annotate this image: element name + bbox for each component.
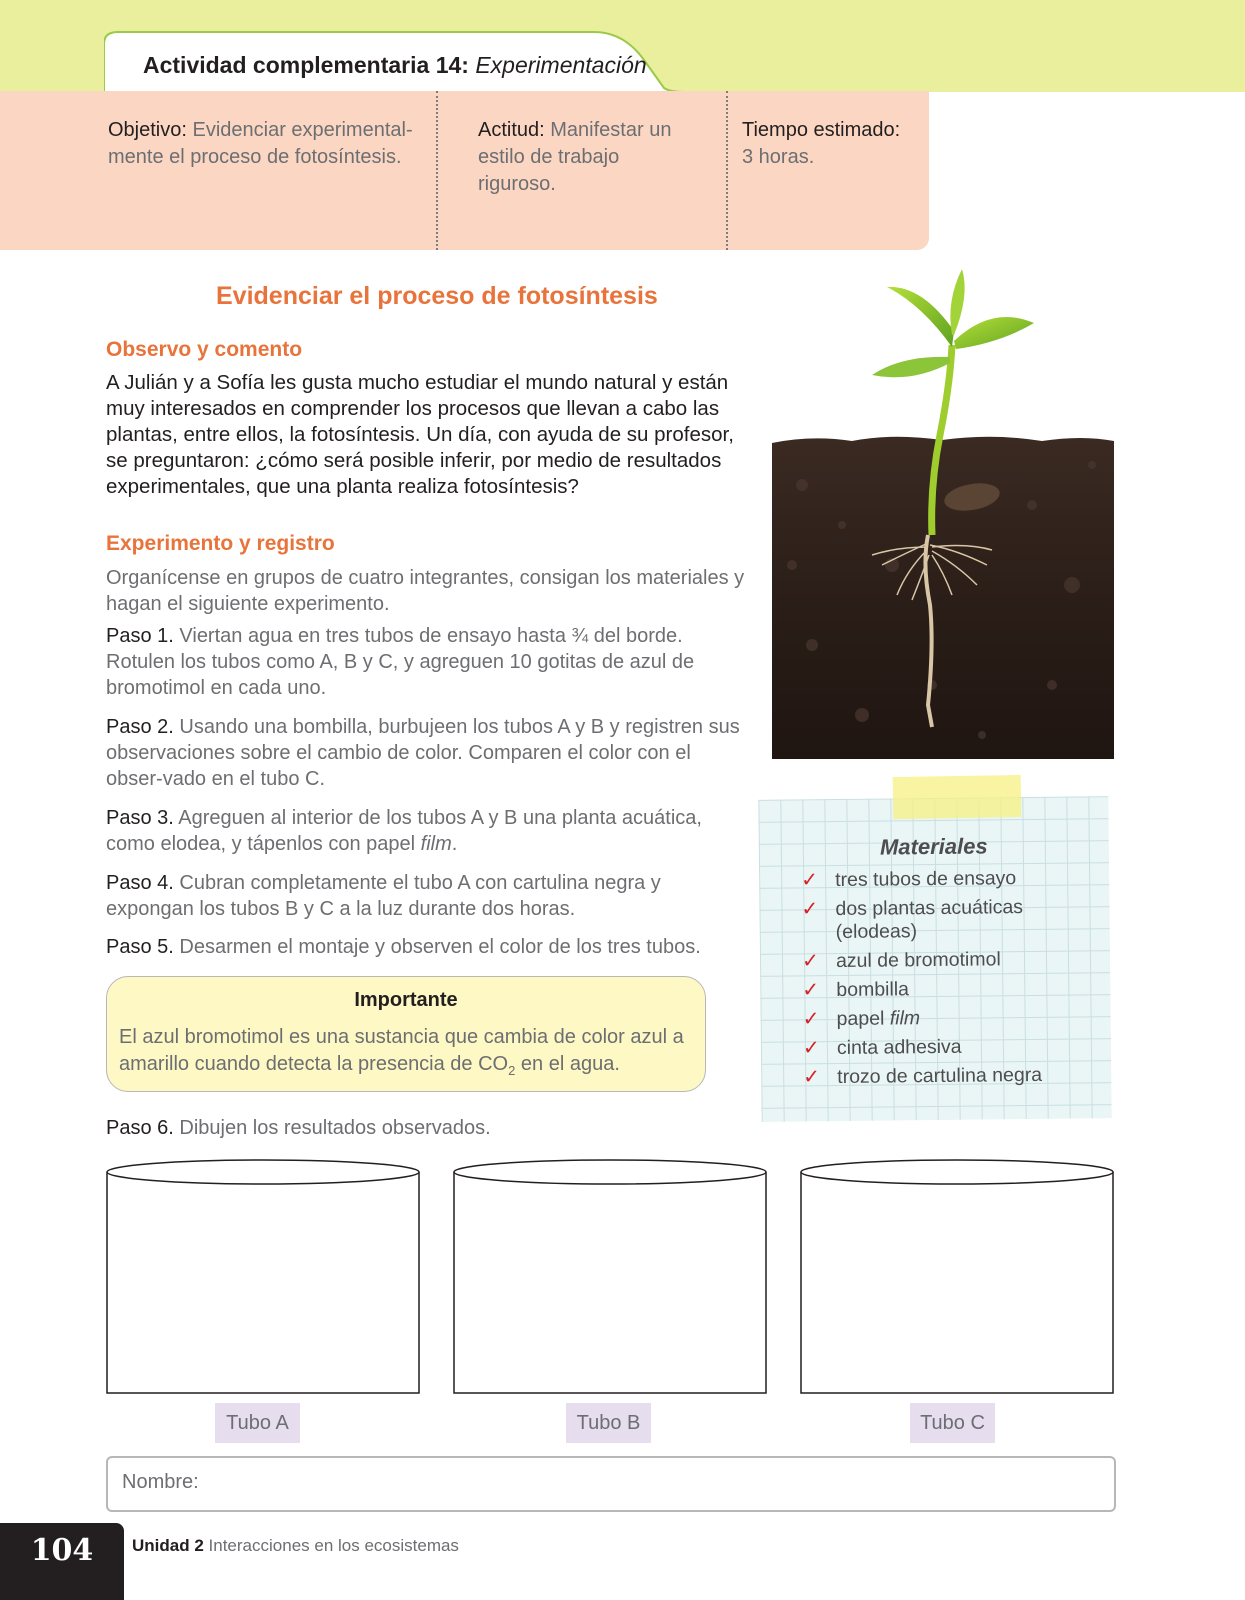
material-item xyxy=(802,947,1102,973)
actitud-text: Manifestar un estilo de trabajo riguroso. xyxy=(478,119,672,195)
importante-text-end: en el agua. xyxy=(515,1053,620,1075)
tube-label-a: Tubo A xyxy=(215,1403,300,1443)
step-text-italic: film xyxy=(420,833,452,855)
step-label: Paso 6. xyxy=(106,1117,174,1139)
material-item xyxy=(803,1005,1103,1031)
observo-text: A Julián y a Sofía les gusta mucho estudiar el mundo natural y están muy interesados en comprender los procesos que llevan a cabo las plantas, entre ellos, la fotosíntesis. Un día, con ayuda de su profesor, se preguntaron: ¿cómo será posible inferir, por medio de resultados experimentales, que una planta realiza fotosíntesis? xyxy=(106,371,734,498)
actitud-block xyxy=(478,117,678,198)
step-label: Paso 2. xyxy=(106,716,174,738)
material-item xyxy=(802,976,1102,1002)
seedling-photo xyxy=(772,265,1114,759)
step-text: Usando una bombilla, burbujeen los tubos A y B y registren sus observaciones sobre el cambio de color. Comparen el color con el obser-vado en el tubo C. xyxy=(106,716,740,790)
material-text: papel xyxy=(836,1007,885,1031)
check-icon: ✓ xyxy=(802,1008,820,1031)
info-box xyxy=(0,91,929,250)
material-text: cinta adhesiva xyxy=(836,1035,962,1060)
objetivo-label: Objetivo: xyxy=(108,119,187,141)
materiales-title: Materiales xyxy=(879,833,988,860)
importante-text xyxy=(119,1024,699,1084)
step-5 xyxy=(106,934,746,960)
check-icon: ✓ xyxy=(803,1066,821,1089)
material-item xyxy=(803,1034,1103,1060)
tube-label-b: Tubo B xyxy=(566,1403,651,1443)
step-text-end: . xyxy=(451,833,458,855)
material-text-italic: film xyxy=(889,1007,921,1030)
material-text: bombilla xyxy=(836,978,910,1002)
step-text: Dibujen los resultados observados. xyxy=(179,1117,491,1139)
step-1 xyxy=(106,623,746,701)
page-number: 104 xyxy=(30,1533,94,1568)
name-label: Nombre: xyxy=(122,1471,199,1493)
experimento-title: Experimento y registro xyxy=(106,532,335,555)
info-divider xyxy=(726,91,728,250)
step-text: Desarmen el montaje y observen el color de los tres tubos. xyxy=(179,936,701,958)
material-text: azul de bromotimol xyxy=(835,948,1001,973)
tape-strip xyxy=(893,775,1022,819)
importante-box xyxy=(106,976,706,1092)
importante-text-main: El azul bromotimol es una sustancia que cambia de color azul a amarillo cuando detecta la presencia de CO xyxy=(119,1026,684,1075)
step-text: Agreguen al interior de los tubos A y B una planta acuática, como elodea, y tápenlos con papel xyxy=(106,807,702,855)
step-3 xyxy=(106,805,746,857)
info-divider xyxy=(436,91,438,250)
materiales-list xyxy=(801,866,1103,1095)
page-number-box xyxy=(0,1523,124,1600)
check-icon: ✓ xyxy=(801,898,819,921)
actitud-label: Actitud: xyxy=(478,119,545,141)
step-2 xyxy=(106,714,746,792)
unit-title: Interacciones en los ecosistemas xyxy=(208,1536,459,1555)
footer-unit xyxy=(132,1536,459,1556)
step-label: Paso 5. xyxy=(106,936,174,958)
main-title: Evidenciar el proceso de fotosíntesis xyxy=(216,282,658,310)
material-text: trozo de cartulina negra xyxy=(837,1063,1043,1089)
step-6 xyxy=(106,1117,491,1140)
step-label: Paso 1. xyxy=(106,625,174,647)
tube-drawing-area[interactable] xyxy=(453,1158,767,1394)
step-text: Viertan agua en tres tubos de ensayo hasta ¾ del borde. Rotulen los tubos como A, B y C, y agreguen 10 gotitas de azul de bromotimol en cada uno. xyxy=(106,625,695,699)
tiempo-text: 3 horas. xyxy=(742,146,815,168)
check-icon: ✓ xyxy=(801,950,819,973)
tube-drawing-area[interactable] xyxy=(106,1158,420,1394)
check-icon: ✓ xyxy=(801,869,819,892)
objetivo-block xyxy=(108,117,418,171)
co2-subscript: 2 xyxy=(508,1063,516,1078)
material-text: tres tubos de ensayo xyxy=(835,867,1017,892)
activity-type: Experimentación xyxy=(475,52,647,78)
activity-title xyxy=(143,52,647,79)
importante-title: Importante xyxy=(354,989,458,1011)
material-item xyxy=(803,1063,1103,1089)
activity-label: Actividad complementaria 14: xyxy=(143,52,469,78)
tube-drawing-area[interactable] xyxy=(800,1158,1114,1394)
material-item xyxy=(801,866,1101,892)
step-label: Paso 4. xyxy=(106,872,174,894)
material-item xyxy=(801,895,1101,944)
unit-label: Unidad 2 xyxy=(132,1536,204,1555)
experimento-intro: Organícense en grupos de cuatro integrantes, consigan los materiales y hagan el siguiente experimento. xyxy=(106,567,745,615)
tiempo-label: Tiempo estimado: xyxy=(742,119,901,141)
step-4 xyxy=(106,870,746,922)
step-label: Paso 3. xyxy=(106,807,174,829)
check-icon: ✓ xyxy=(802,1037,820,1060)
tiempo-block xyxy=(742,117,922,171)
materiales-note xyxy=(758,796,1111,1122)
objetivo-text: Evidenciar experimental-mente el proceso de fotosíntesis. xyxy=(108,119,413,168)
check-icon: ✓ xyxy=(802,979,820,1002)
name-field[interactable] xyxy=(106,1456,1116,1512)
material-text: dos plantas acuáticas (elodeas) xyxy=(835,896,1024,944)
step-text: Cubran completamente el tubo A con cartulina negra y expongan los tubos B y C a la luz durante dos horas. xyxy=(106,872,661,920)
tube-label-c: Tubo C xyxy=(910,1403,995,1443)
observo-title: Observo y comento xyxy=(106,338,303,361)
